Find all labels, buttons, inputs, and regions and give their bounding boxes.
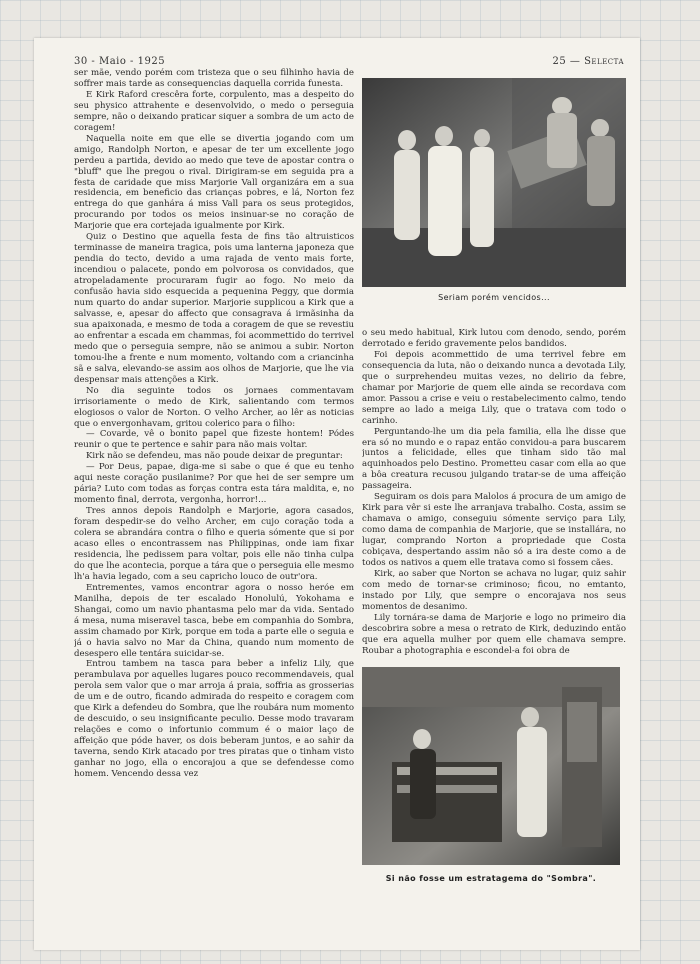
paragraph: Entrou tambem na tasca para beber a infeliz Lily, que perambulava por aquelles lugares pouco recommendaveis, qual perola sem valor que o mar arroja á praia, soffria as grosserias de um e de outro, ficando admirada do respeito e coragem com que Kirk a defendeu do Sombra, que lhe roubára num momento de descuido, o seu insignificante peculio. Desse modo travaram relações e como o infortunio commum é o maior laço de affeição que póde haver, os dois beberam juntos, e ao sahir da taverna, sendo Kirk atacado por tres piratas que o tinham visto ganhar no jogo, ella o encorajou a que se defendesse como homem. Vencendo dessa vez [74, 659, 354, 779]
page-date: 30 - Maio - 1925 [74, 56, 166, 67]
right-column-text [362, 328, 626, 658]
paragraph: Lily tornára-se dama de Marjorie e logo no primeiro dia descobrira sobre a mesa o retrato de Kirk, deduzindo então que era aquella mulher por quem elle chamava sempre. Roubar a photographia e escondel-a foi obra de [362, 612, 626, 656]
paragraph: E Kirk Raford crescêra forte, corpulento, mas a despeito do seu physico attrahente e desenvolvido, o medo o perseguia sempre, não o deixando praticar siquer a sombra de um acto de coragem! [74, 89, 354, 133]
page-number-title: 25 — Selecta [552, 56, 624, 67]
paragraph: Seguiram os dois para Malolos á procura de um amigo de Kirk para vêr si este lhe arranjava trabalho. Costa, assim se chamava o amigo, conseguiu sómente serviço para Lily, como dama de companhia de Marjorie, que se installára, no lugar, comprando Norton a propriedade que Costa cobiçava, despertando assim não só a ira deste como a de todos os nativos a quem elle tratava como si fossem cães. [362, 492, 626, 569]
paragraph: ser mãe, vendo porém com tristeza que o seu filhinho havia de soffrer mais tarde as consequencias daquella corrida funesta. [74, 68, 354, 89]
magazine-page [34, 38, 640, 950]
paragraph: Perguntando-lhe um dia pela familia, ella lhe disse que era só no mundo e o rapaz então convidou-a para buscarem juntos a felicidade, elles que tinham sido tão mal aquinhoados pelo Destino. Prometteu casar com ella ao que a bôa creatura recusou julgando tratar-se de uma affeição passageira. [362, 426, 626, 492]
paragraph: No dia seguinte todos os jornaes commentavam irrisoriamente o medo de Kirk, salientando com termos elogiosos o valor de Norton. O velho Archer, ao lêr as noticias que o envergonhavam, gritou colerico para o filho: [74, 385, 354, 429]
film-still-photo-2 [362, 667, 620, 865]
photo-1-caption: Seriam porém vencidos... [438, 293, 550, 302]
photo-2-caption: Si não fosse um estratagema do "Sombra". [385, 874, 597, 883]
paragraph: o seu medo habitual, Kirk lutou com denodo, sendo, porém derrotado e ferido gravemente pelos bandidos. [362, 328, 626, 349]
paragraph: Tres annos depois Randolph e Marjorie, agora casados, foram despedir-se do velho Archer, em cujo coração toda a colera se abrandára contra o filho e queria sómente que si por acaso elles o encontrassem nas Philippinas, onde iam fixar residencia, lhe pedissem para voltar, pois elle não tinha culpa do que lhe acontecia, porque a tára que o perseguia elle mesmo lh'a havia legado, com a seu capricho louco de outr'ora. [74, 506, 354, 582]
paragraph: — Por Deus, papae, diga-me si sabe o que é que eu tenho aqui neste coração pusilanime? Por que hei de ser sempre um pária? Luto com todas as forças contra esta tára maldita, e, no momento final, derrota, vergonha, horror!... [74, 462, 354, 506]
paragraph: — Covarde, vê o bonito papel que fizeste hontem! Pódes reunir o que te pertence e sahir para não mais voltar. [74, 429, 354, 451]
paragraph: Quiz o Destino que aquella festa de fins tão altruisticos terminasse de maneira tragica, pois uma lanterna japoneza que pendia do tecto, devido a uma rajada de vento mais forte, incendiou o palacete, pondo em polvorosa os convidados, que atropeladamente procuraram fugir ao fogo. No meio da confusão havia sido esquecida a pequenina Peggy, que dormia num quarto do andar superior. Marjorie supplicou a Kirk que a salvasse, e, apesar do affecto que consagrava á irmãsinha da sua apaixonada, e mesmo de toda a coragem de que se revestiu ao enfrentar a escada em chammas, foi acommettido do terrivel medo que o perseguia sempre, não se animou a subir. Norton tomou-lhe a frente e num momento, voltando com a criancinha sã e salva, elevando-se assim aos olhos de Marjorie, que lhe via despensar mais attenções a Kirk. [74, 232, 354, 385]
paragraph: Kirk, ao saber que Norton se achava no lugar, quiz sahir com medo de tornar-se criminoso; ficou, no emtanto, instado por Lily, que sempre o encorajava nos seus momentos de desanimo. [362, 568, 626, 612]
paragraph: Naquella noite em que elle se divertia jogando com um amigo, Randolph Norton, e apesar de ter um excellente jogo perdeu a partida, devido ao medo que teve de apostar contra o "bluff" que lhe pregou o rival. Dirigiram-se em seguida pra a festa de caridade que miss Marjorie Vall organizára em a sua residencia, em beneficio das crianças pobres, e lá, Norton fez entrega do que ganhára á miss Vall para os seus protegidos, procurando por todos os meios insinuar-se no coração de Marjorie que era cortejada igualmente por Kirk. [74, 133, 354, 232]
paragraph: Foi depois acommettido de uma terrivel febre em consequencia da luta, não o deixando nunca a devotada Lily, que o surprehendeu muitas vezes, no delirio da febre, chamar por Marjorie de quem elle ainda se recordava com amor. Passou a crise e veiu o restabelecimento calmo, tendo sempre ao lado a meiga Lily, que o tratava com todo o carinho. [362, 349, 626, 426]
paragraph: Kirk não se defendeu, mas não poude deixar de preguntar: [86, 451, 343, 462]
paragraph: Entrementes, vamos encontrar agora o nosso heróe em Manilha, depois de ter escalado Honolulú, Yokohama e Shangai, como um navio phantasma pelo mar da vida. Sentado á mesa, numa miseravel tasca, bebe em companhia do Sombra, assim chamado por Kirk, porque em toda a parte elle o seguia e já o havia salvo no Mar da China, quando num momento de desespero elle tentára suicidar-se. [74, 582, 354, 659]
left-column-text [74, 68, 354, 930]
film-still-photo-1 [362, 78, 626, 287]
